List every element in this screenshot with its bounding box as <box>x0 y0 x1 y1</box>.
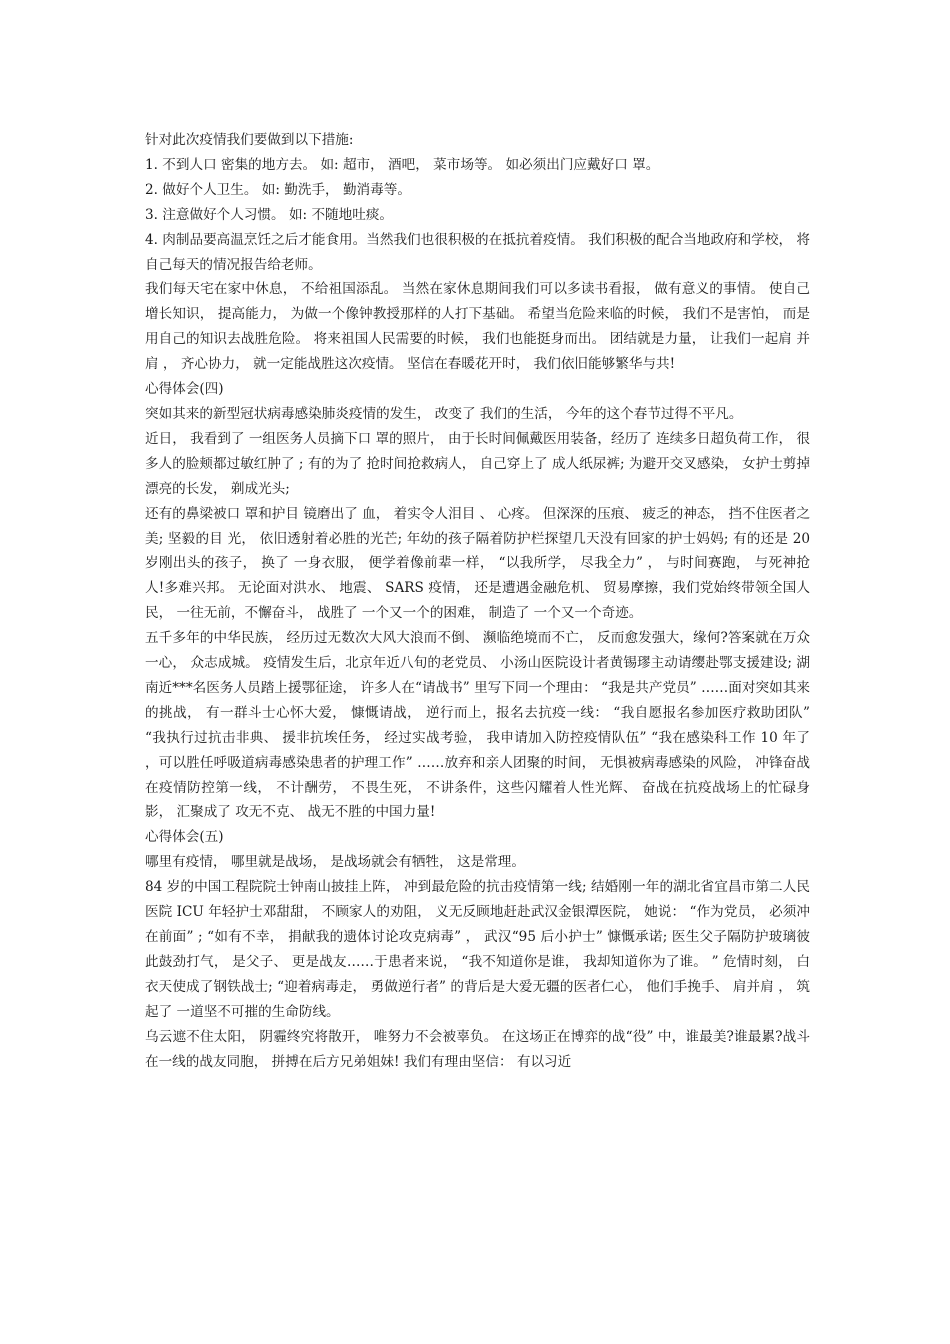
paragraph-measure-2: 2. 做好个人卫生。 如: 勤洗手， 勤消毒等。 <box>145 181 411 198</box>
paragraph-masks-and-goggles: 还有的鼻梁被口 罩和护目 镜磨出了 血， 着实令人泪目 、 心疼。 但深深的压痕、 疲乏的神态， 挡不住医者之美; 坚毅的目 光， 依旧透射着必胜的光芒; 年幼的孩子隔着防护栏探望几天没有回家的护士妈妈; 有的还是 20 岁刚出头的孩子， 换了 一身衣服， 便学着像前辈一样， “以我所学， 尽我全力” ， 与时间赛跑， 与死神抢人!多难兴邦。 无论面对洪水、 地震、 SARS 疫情， 还是遭遇金融危机、 贸易摩擦，我们党始终带领全国人民， 一往无前，不懈奋斗， 战胜了 一个又一个的困难， 制造了 一个又一个奇迹。 <box>145 505 810 622</box>
paragraph-measures-intro: 针对此次疫情我们要做到以下措施: <box>145 132 354 148</box>
paragraph-dark-clouds: 乌云遮不住太阳， 阴霾终究将散开， 唯努力不会被辜负。 在这场正在博弈的战“役” 中，谁最美?谁最累?战斗在一线的战友同胞， 拼搏在后方兄弟姐妹! 我们有理由坚信： 有以习近 <box>145 1028 810 1070</box>
paragraph-measure-1: 1. 不到人口 密集的地方去。 如: 超市， 酒吧， 菜市场等。 如必须出门应戴好口 罩。 <box>145 156 660 173</box>
paragraph-measure-3: 3. 注意做好个人习惯。 如: 不随地吐痰。 <box>145 206 394 223</box>
paragraph-medical-staff-photos: 近日， 我看到了 一组医务人员摘下口 罩的照片， 由于长时间佩戴医用装备，经历了 连续多日超负荷工作， 很多人的脸颊都过敏红肿了 ; 有的为了 抢时间抢救病人， 自己穿上了 成人纸尿裤; 为避开交叉感染， 女护士剪掉漂亮的长发， 剃成光头; <box>145 430 810 497</box>
paragraph-battlefield: 哪里有疫情， 哪里就是战场， 是战场就会有牺牲， 这是常理。 <box>145 854 525 871</box>
paragraph-zhong-nanshan: 84 岁的中国工程院院士钟南山披挂上阵， 冲到最危险的抗击疫情第一线; 结婚刚一年的湖北省宜昌市第二人民医院 ICU 年轻护士邓甜甜， 不顾家人的劝阻， 义无反顾地赶赴武汉金银潭医院， 她说： “作为党员， 必须冲在前面” ; “如有不幸， 捐献我的遗体讨论攻克病毒” ， 武汉“95 后小护士” 慷慨承诺; 医生父子隔防护玻璃彼此鼓劲打气， 是父子、 更是战友……于患者来说， “我不知道你是谁， 我却知道你为了谁。 ” 危情时刻， 白衣天使成了钢铁战士; “迎着病毒走， 勇做逆行者” 的背后是大爱无疆的医者仁心， 他们手挽手、 肩并肩 ， 筑起了 一道坚不可摧的生命防线。 <box>145 879 810 1020</box>
section-heading-4: 心得体会(四) <box>145 381 224 398</box>
paragraph-measure-4: 4. 肉制品要高温烹饪之后才能食用。当然我们也很积极的在抵抗着疫情。 我们积极的配合当地政府和学校， 将自己每天的情况报告给老师。 <box>145 231 810 273</box>
document-body <box>145 128 810 1074</box>
paragraph-stay-home: 我们每天宅在家中休息， 不给祖国添乱。 当然在家休息期间我们可以多读书看报， 做有意义的事情。 使自己增长知识， 提高能力， 为做一个像钟教授那样的人打下基础。 希望当危险来临的时候， 我们不是害怕， 而是用自己的知识去战胜危险。 将来祖国人民需要的时候， 我们也能挺身而出。 团结就是力量， 让我们一起肩 并肩 ， 齐心协力， 就一定能战胜这次疫情。 坚信在春暖花开时， 我们依旧能够繁华与共! <box>145 281 810 373</box>
paragraph-sudden-outbreak: 突如其来的新型冠状病毒感染肺炎疫情的发生， 改变了 我们的生活， 今年的这个春节过得不平凡。 <box>145 405 743 422</box>
section-heading-5: 心得体会(五) <box>145 829 224 846</box>
paragraph-chinese-nation: 五千多年的中华民族， 经历过无数次大风大浪而不倒、 濒临绝境而不亡， 反而愈发强大，缘何?答案就在万众一心， 众志成城。 疫情发生后，北京年近八旬的老党员、 小汤山医院设计者黄锡璆主动请缨赴鄂支援建设; 湖南近***名医务人员踏上援鄂征途， 许多人在“请战书” 里写下同一个理由： “我是共产党员” ……面对突如其来的挑战， 有一群斗士心怀大爱， 慷慨请战， 逆行而上，报名去抗疫一线： “我自愿报名参加医疗救助团队” “我执行过抗击非典、 援非抗埃任务， 经过实战考验， 我申请加入防控疫情队伍” “我在感染科工作 10 年了 ，可以胜任呼吸道病毒感染患者的护理工作” ……放弃和亲人团聚的时间， 无惧被病毒感染的风险， 冲锋奋战在疫情防控第一线， 不计酬劳， 不畏生死， 不讲条件，这些闪耀着人性光辉、 奋战在抗疫战场上的忙碌身影， 汇聚成了 攻无不克、 战无不胜的中国力量! <box>145 630 810 821</box>
